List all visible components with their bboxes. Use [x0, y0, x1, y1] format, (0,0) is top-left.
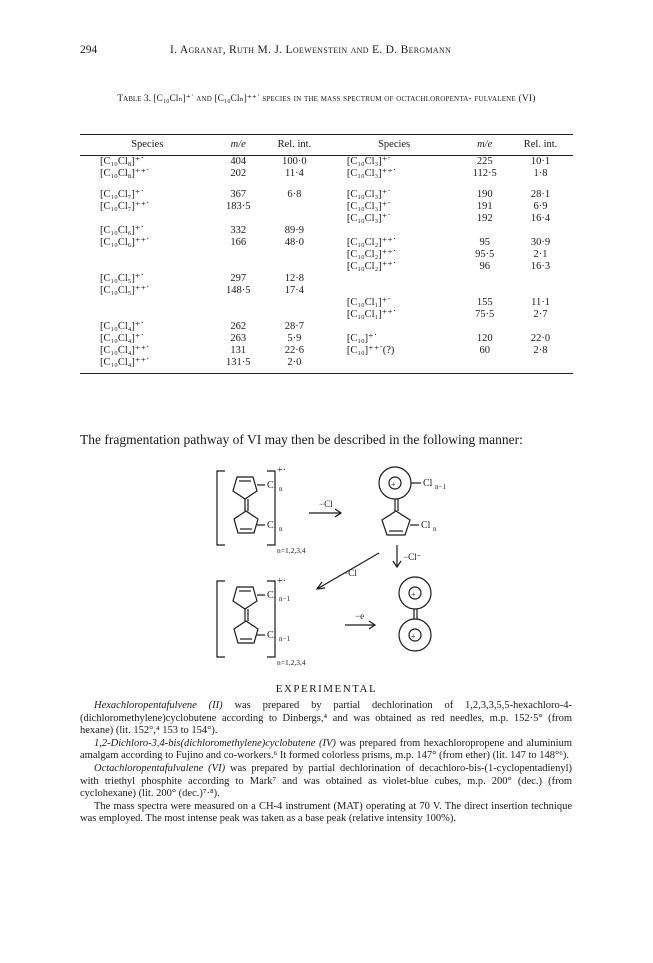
table-row — [80, 261, 573, 273]
cell-species: [C₁₀Cl₈]⁺˙ — [100, 156, 144, 167]
cell-m-e: 183·5 — [225, 201, 251, 212]
paragraph-3-text: was prepared by partial dechlorination of decachloro-bis-(1-cyclopentadienyl) with triethyl phosphite according to Mark⁷ and was obtained as violet-blue cubes, m.p. 200° (dec.) (from cyclohexane) (lit. 200° (dec.)⁷·⁸). — [80, 762, 573, 800]
cell-m-e-2: 96 — [479, 261, 490, 272]
cell-species-2 — [327, 180, 462, 189]
cell-species-2: [C₁₀]⁺˙ — [346, 333, 378, 344]
cell-m-e: 297 — [230, 273, 247, 284]
table-row — [80, 345, 573, 357]
cell-rel-int: 28·7 — [284, 321, 305, 332]
cell-species-2 — [327, 225, 462, 237]
cell-m-e-2: 95 — [479, 237, 490, 248]
experimental-heading: EXPERIMENTAL — [275, 683, 378, 695]
cell-rel-int-2 — [508, 321, 573, 333]
cell-species: [C₁₀Cl₄]⁺˙ — [100, 321, 144, 332]
cell-species-2: [C₁₀Cl₃]⁺˙ — [346, 201, 391, 212]
cell-rel-int: 89·9 — [284, 225, 305, 236]
table-header-row — [80, 135, 573, 156]
table-row — [80, 285, 573, 297]
cell-species: [C₁₀Cl₄]⁺˙ — [100, 333, 144, 344]
cell-m-e — [215, 249, 262, 261]
cell-rel-int: 5·9 — [287, 333, 302, 344]
cell-species — [80, 213, 215, 225]
running-head: I. Agranat, Ruth M. J. Loewenstein and E. D. Bergmann — [170, 44, 452, 56]
header-rel-int-2: Rel. int. — [508, 135, 573, 156]
cl-sub-5: n−1 — [279, 595, 290, 603]
cell-species — [80, 297, 215, 309]
cell-species: [C₁₀Cl₅]⁺˙ — [100, 273, 144, 284]
cell-species: [C₁₀Cl₆]⁺⁺˙ — [100, 237, 150, 248]
cell-rel-int: 12·8 — [284, 273, 305, 284]
cell-rel-int — [262, 213, 327, 225]
cell-m-e-2 — [461, 357, 508, 374]
cell-rel-int — [262, 180, 327, 189]
experimental-paragraph-2 — [80, 738, 572, 763]
header-species: Species — [80, 135, 215, 156]
cell-rel-int: 11·4 — [284, 168, 304, 179]
cl-sub-6: n−1 — [279, 635, 290, 643]
minus-e: −e — [355, 611, 365, 621]
cell-m-e-2 — [461, 273, 508, 285]
range-label-bottom: n=1,2,3,4 — [277, 658, 306, 667]
compound-ref-3: (VI) — [208, 762, 226, 774]
cell-m-e-2: 192 — [476, 213, 493, 224]
plus-dication-1: + — [411, 590, 416, 599]
cell-rel-int — [262, 249, 327, 261]
compound-name-1: Hexachloropentafulvene — [94, 700, 197, 711]
compound-ref-2: (IV) — [319, 737, 336, 749]
cell-m-e: 263 — [230, 333, 247, 344]
cl-label-4: Cl — [421, 520, 431, 531]
cell-m-e-2: 190 — [476, 189, 493, 200]
table-caption-lead: Table 3. — [117, 94, 151, 104]
cell-species — [80, 261, 215, 273]
cell-m-e-2: 112·5 — [472, 168, 497, 179]
table-caption-species-b: [C₁₀Clₙ]⁺⁺˙ — [214, 94, 260, 104]
cell-rel-int — [262, 309, 327, 321]
cell-rel-int-2: 28·1 — [530, 189, 551, 200]
cell-rel-int-2 — [508, 357, 573, 374]
cell-m-e-2 — [461, 225, 508, 237]
cell-species: [C₁₀Cl₄]⁺⁺˙ — [100, 345, 150, 356]
cell-rel-int — [262, 261, 327, 273]
cell-rel-int-2: 16·4 — [530, 213, 551, 224]
cell-m-e-2: 95·5 — [475, 249, 495, 260]
cell-species: [C₁₀Cl₄]⁺⁺˙ — [100, 357, 150, 368]
range-label-top: n=1,2,3,4 — [277, 546, 306, 555]
cell-m-e: 262 — [230, 321, 247, 332]
minus-cl-vertical: −Cl⁻ — [403, 552, 422, 562]
cell-m-e-2: 120 — [476, 333, 493, 344]
plus-top-ring: + — [391, 480, 396, 489]
experimental-paragraph-1 — [80, 700, 572, 738]
page-header — [80, 44, 580, 62]
cell-species-2: [C₁₀Cl₃]⁺⁺˙ — [346, 168, 397, 179]
table-caption-and: and — [196, 94, 213, 104]
cl-label-1: Cl — [267, 480, 277, 491]
compound-name-3: Octachloropentafulvalene — [94, 762, 204, 774]
cell-m-e — [215, 213, 262, 225]
cell-species — [80, 249, 215, 261]
minus-cl-diagonal: −Cl — [343, 568, 357, 578]
cl-sub-3: n−1 — [435, 483, 446, 491]
cell-rel-int: 22·6 — [284, 345, 305, 356]
cell-species: [C₁₀Cl₇]⁺˙ — [100, 189, 144, 200]
experimental-paragraph-4: The mass spectra were measured on a CH-4 instrument (MAT) operating at 70 V. The direct insertion technique was employed. The most intense peak was taken as a base peak (relative intensity 100%). — [80, 800, 572, 825]
header-species-2: Species — [327, 135, 462, 156]
header-m-e-2: m/e — [461, 135, 508, 156]
cell-rel-int: 17·4 — [284, 285, 305, 296]
cell-rel-int-2 — [508, 273, 573, 285]
cell-m-e-2 — [461, 180, 508, 189]
cl-sub-2: n — [279, 525, 283, 533]
bracket-left-top — [217, 471, 225, 545]
table-caption — [80, 93, 573, 106]
cell-species — [80, 309, 215, 321]
table-row — [80, 273, 573, 285]
cell-species-2 — [327, 285, 462, 297]
cell-species-2 — [327, 357, 462, 374]
cell-species: [C₁₀Cl₈]⁺⁺˙ — [100, 168, 150, 179]
cell-m-e-2: 225 — [476, 156, 493, 167]
mass-spectrum-table-wrap — [80, 134, 573, 374]
cell-m-e-2: 191 — [476, 201, 493, 212]
table-row — [80, 156, 573, 169]
cell-rel-int — [262, 201, 327, 213]
cell-m-e — [215, 309, 262, 321]
table-row — [80, 213, 573, 225]
cell-species: [C₁₀Cl₆]⁺˙ — [100, 225, 144, 236]
cl-label-5: Cl — [267, 590, 277, 601]
cell-rel-int-2: 1·8 — [533, 168, 548, 179]
table-row — [80, 297, 573, 309]
plus-dication-2: + — [411, 632, 416, 641]
cell-m-e-2: 75·5 — [475, 309, 495, 320]
cell-species-2: [C₁₀Cl₂]⁺⁺˙ — [346, 261, 397, 272]
table-row — [80, 168, 573, 180]
cl-label-3: Cl — [423, 478, 433, 489]
cell-rel-int-2: 30·9 — [530, 237, 551, 248]
cell-rel-int: 48·0 — [284, 237, 305, 248]
fragmentation-scheme — [195, 463, 465, 673]
cell-m-e — [215, 261, 262, 273]
table-row — [80, 180, 573, 189]
cell-species-2: [C₁₀Cl₃]⁺˙ — [346, 189, 391, 200]
charge-bottom-left: +· — [277, 576, 286, 587]
cell-m-e: 404 — [230, 156, 247, 167]
cell-rel-int-2 — [508, 180, 573, 189]
mass-spectrum-table — [80, 134, 573, 374]
cell-species-2: [C₁₀Cl₃]⁺˙ — [346, 156, 391, 167]
cl-label-6: Cl — [267, 630, 277, 641]
minus-cl-top: −Cl — [319, 499, 333, 509]
cell-m-e — [215, 297, 262, 309]
cell-m-e-2 — [461, 321, 508, 333]
cell-m-e: 131 — [230, 345, 247, 356]
cell-m-e: 166 — [230, 237, 247, 248]
cell-species-2: [C₁₀Cl₁]⁺⁺˙ — [346, 309, 397, 320]
cell-rel-int-2 — [508, 225, 573, 237]
cell-species-2: [C₁₀Cl₃]⁺˙ — [346, 213, 391, 224]
intro-text: The fragmentation pathway of VI may then be described in the following manner: — [80, 432, 523, 447]
experimental-paragraph-3 — [80, 763, 572, 801]
cell-rel-int — [262, 297, 327, 309]
cell-rel-int-2: 10·1 — [530, 156, 551, 167]
cell-rel-int-2: 2·7 — [533, 309, 548, 320]
compound-name-2: 1,2-Dichloro-3,4-bis(dichloromethylene)cyclobutene — [94, 737, 316, 749]
cell-m-e: 332 — [230, 225, 247, 236]
page-number: 294 — [80, 44, 98, 56]
cell-rel-int: 2·0 — [287, 357, 302, 368]
compound-ref-1: (II) — [208, 700, 223, 711]
cell-species — [80, 180, 215, 189]
cell-rel-int: 6·8 — [287, 189, 302, 200]
cell-m-e: 131·5 — [225, 357, 251, 368]
cell-m-e-2: 60 — [479, 345, 490, 356]
ring-1 — [233, 477, 257, 499]
cell-rel-int: 100·0 — [282, 156, 307, 167]
table-row — [80, 357, 573, 374]
table-row — [80, 333, 573, 345]
cell-m-e: 367 — [230, 189, 247, 200]
cell-species-2: [C₁₀Cl₂]⁺⁺˙ — [346, 237, 397, 248]
cell-rel-int-2: 2·8 — [533, 345, 548, 356]
ring-2 — [234, 511, 258, 533]
header-rel-int: Rel. int. — [262, 135, 327, 156]
table-row — [80, 309, 573, 321]
cl-sub-1: n — [279, 485, 283, 493]
cl-sub-4: n — [433, 525, 437, 533]
experimental-body — [80, 700, 572, 826]
cell-rel-int-2: 11·1 — [531, 297, 550, 308]
cell-m-e-2: 155 — [476, 297, 493, 308]
cell-species-2: [C₁₀]⁺⁺˙(?) — [346, 345, 395, 356]
table-row — [80, 321, 573, 333]
cell-species: [C₁₀Cl₅]⁺⁺˙ — [100, 285, 150, 296]
cell-species-2: [C₁₀Cl₂]⁺⁺˙ — [346, 249, 397, 260]
cell-m-e: 148·5 — [225, 285, 251, 296]
charge-top-left: +· — [277, 465, 286, 476]
table-row — [80, 237, 573, 249]
header-m-e: m/e — [215, 135, 262, 156]
cl-label-2: Cl — [267, 520, 277, 531]
cell-rel-int-2: 2·1 — [533, 249, 548, 260]
cell-species-2 — [327, 273, 462, 285]
cell-species: [C₁₀Cl₇]⁺⁺˙ — [100, 201, 150, 212]
cell-species-2 — [327, 321, 462, 333]
cell-rel-int-2: 16·3 — [530, 261, 551, 272]
cell-m-e-2 — [461, 285, 508, 297]
table-caption-rest: species in the mass spectrum of octachloropenta- fulvalene (VI) — [262, 94, 536, 104]
cell-m-e: 202 — [230, 168, 247, 179]
cell-rel-int-2 — [508, 285, 573, 297]
table-row — [80, 189, 573, 201]
cell-species-2: [C₁₀Cl₁]⁺˙ — [346, 297, 391, 308]
table-row — [80, 201, 573, 213]
paragraph-2-text: was prepared from hexachloropropene and aluminium amalgam according to Fujino and co-workers.⁶ It formed colorless prisms, m.p. 147° (from ether) (lit. 147 to 148°⁶). — [80, 737, 572, 762]
cell-rel-int-2: 6·9 — [533, 201, 548, 212]
table-row — [80, 249, 573, 261]
paragraph-1-text: was prepared by partial dechlorination of 1,2,3,3,5,5-hexachloro-4-(dichloromethylene)cyclobutene according to Dinbergs,⁴ and was obtained as red needles, m.p. 152·5° (from hexane) (lit. 152°,⁴ 153 to 154°). — [80, 700, 573, 737]
table-row — [80, 225, 573, 237]
table-body — [80, 156, 573, 374]
cell-m-e — [215, 180, 262, 189]
cell-rel-int-2: 22·0 — [530, 333, 551, 344]
table-caption-species-a: [C₁₀Clₙ]⁺˙ — [153, 94, 194, 104]
